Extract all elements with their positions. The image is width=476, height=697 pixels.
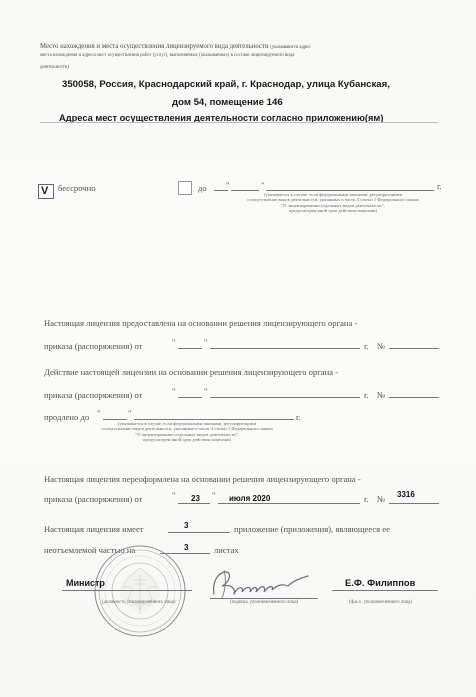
extended-until-label: продлено до bbox=[44, 412, 90, 422]
reissue-month-line bbox=[218, 503, 360, 504]
appendix-line-1-prefix: Настоящая лицензия имеет bbox=[44, 524, 144, 534]
validity-note-1: (указывается в случае, если федеральными законами, регулирующими bbox=[263, 192, 403, 197]
reissue-quote-close: " bbox=[212, 490, 216, 500]
reissue-day: 23 bbox=[191, 494, 200, 503]
grant-line-2-prefix: приказа (распоряжения) от bbox=[44, 341, 143, 351]
official-full-name: Е.Ф. Филиппов bbox=[345, 577, 416, 588]
until-day-line bbox=[214, 190, 228, 191]
grant-year-suffix: г. bbox=[364, 341, 369, 351]
until-month-line bbox=[266, 190, 434, 191]
reissue-number: 3316 bbox=[397, 490, 415, 499]
extend-quote-close: " bbox=[204, 386, 208, 396]
extend-number-line bbox=[389, 397, 439, 398]
location-heading-note-3: деятельности) bbox=[40, 65, 70, 70]
appendix-line-2-suffix: листах bbox=[214, 545, 239, 555]
indefinite-label: бессрочно bbox=[58, 183, 96, 193]
indefinite-checkbox[interactable] bbox=[38, 184, 54, 199]
extend-month-line bbox=[210, 397, 360, 398]
reissue-number-line bbox=[389, 503, 439, 504]
extend-line-1: Действие настоящей лицензии на основании решения лицензирующего органа - bbox=[44, 367, 339, 377]
validity-note-4: предусмотрен иной срок действия лицензии) bbox=[288, 208, 378, 214]
sheet-count: 3 bbox=[184, 543, 189, 552]
official-seal-icon bbox=[93, 544, 187, 638]
validity-note-2: осуществление видов деятельности, указанных в части 4 статьи 1 Федерального закона bbox=[247, 197, 419, 203]
extend-year-suffix: г. bbox=[364, 390, 369, 400]
reissue-line-1: Настоящая лицензия переоформлена на основании решения лицензирующего органа - bbox=[44, 474, 361, 484]
reissue-line-2-prefix: приказа (распоряжения) от bbox=[44, 494, 143, 504]
extend-note-2: осуществление видов деятельности, указанных в части 4 статьи 1 Федерального закона bbox=[101, 426, 273, 432]
address-underline bbox=[40, 122, 438, 123]
name-line bbox=[332, 590, 438, 591]
grant-day-line bbox=[178, 348, 202, 349]
grant-quote-open: " bbox=[172, 337, 176, 347]
name-caption: (ф.и.о. уполномоченного лица) bbox=[349, 600, 413, 605]
until-quote-open: " bbox=[226, 180, 230, 190]
address-line-1: 350058, Россия, Краснодарский край, г. Краснодар, улица Кубанская, bbox=[62, 79, 390, 90]
grant-number-line bbox=[389, 348, 439, 349]
position-line bbox=[62, 590, 192, 591]
extended-year-suffix: г. bbox=[296, 412, 301, 422]
extend-quote-open: " bbox=[172, 386, 176, 396]
extended-quote-open: " bbox=[97, 408, 101, 418]
until-label: до bbox=[198, 183, 207, 193]
grant-line-1: Настоящая лицензия предоставлена на основании решения лицензирующего органа - bbox=[44, 318, 358, 328]
location-heading-note-2: места нахождения и адреса мест осуществления работ (услуг), выполняемых (оказываемых) в составе лицензируемого вида bbox=[40, 53, 295, 58]
extend-line-2-prefix: приказа (распоряжения) от bbox=[44, 390, 143, 400]
appendix-count: 3 bbox=[184, 521, 189, 530]
address-line-2: дом 54, помещение 146 bbox=[172, 97, 283, 108]
extended-month-line bbox=[134, 419, 294, 420]
grant-quote-close: " bbox=[204, 337, 208, 347]
until-quote-close: " bbox=[261, 180, 265, 190]
reissue-quote-open: " bbox=[172, 490, 176, 500]
grant-number-label: № bbox=[377, 341, 386, 351]
location-heading bbox=[40, 43, 311, 51]
reissue-day-line bbox=[178, 503, 210, 504]
extend-note-3: "О лицензировании отдельных видов деятельности", bbox=[135, 431, 239, 437]
appendix-line-2-prefix: неотъемлемой частью на bbox=[44, 545, 136, 555]
validity-note bbox=[238, 192, 428, 214]
appendix-count-line bbox=[168, 532, 230, 533]
reissue-number-label: № bbox=[377, 494, 386, 504]
address-note: Адреса мест осуществления деятельности согласно приложению(ям) bbox=[59, 113, 384, 123]
extend-note-1: (указывается в случае, если федеральными законами, регулирующими bbox=[117, 421, 257, 426]
reissue-month-year: июля 2020 bbox=[229, 494, 271, 503]
extended-day-line bbox=[103, 419, 127, 420]
location-heading-note-1: (указываются адрес bbox=[270, 45, 311, 50]
until-checkbox[interactable] bbox=[178, 181, 192, 195]
position-caption: (должность уполномоченного лица) bbox=[102, 600, 176, 605]
appendix-line-1-suffix: приложение (приложения), являющееся ее bbox=[234, 524, 390, 534]
position-title: Министр bbox=[66, 578, 105, 588]
extend-number-label: № bbox=[377, 390, 386, 400]
validity-note-3: "О лицензировании отдельных видов деятельности", bbox=[281, 202, 385, 208]
until-year-suffix: г. bbox=[437, 181, 442, 191]
until-day-line-2 bbox=[231, 190, 259, 191]
extended-quote-close: " bbox=[128, 408, 132, 418]
extend-day-line bbox=[178, 397, 202, 398]
extend-note bbox=[92, 421, 282, 443]
extend-note-4: предусмотрен иной срок действия лицензии) bbox=[142, 437, 232, 443]
grant-month-line bbox=[210, 348, 360, 349]
location-heading-text: Место нахождения и места осуществления лицензируемого вида деятельности bbox=[40, 43, 269, 50]
reissue-year-suffix: г. bbox=[364, 494, 369, 504]
signature-line bbox=[210, 598, 318, 599]
signature-caption: (подпись уполномоченного лица) bbox=[230, 600, 299, 605]
checkbox-mark: V bbox=[41, 185, 49, 197]
